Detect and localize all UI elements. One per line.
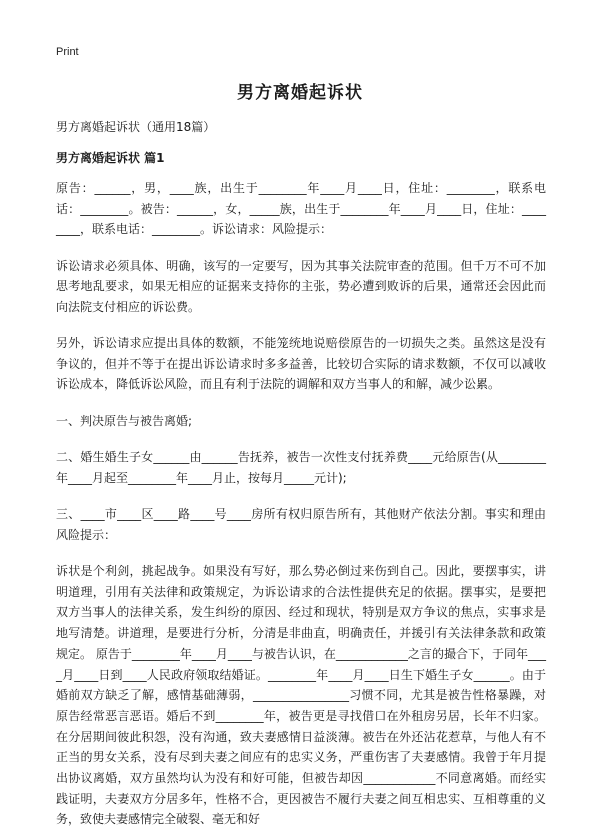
section-heading: 男方离婚起诉状 篇1 <box>56 151 165 165</box>
party-info-paragraph: 原告：______，男，____族，出生于________年____月____日，住址：________，联系电话：________。被告：______，女，_____族，出生于________年____月____日，住址：________，联系电话：________。诉讼请求：风险提示： <box>56 181 546 236</box>
claim-item-1: 一、判决原告与被告离婚; <box>56 413 193 428</box>
document-body <box>56 119 546 830</box>
claim-amount-paragraph: 另外，诉讼请求应提出具体的数额，不能笼统地说赔偿原告的一切损失之类。虽然这是没有争议的，但并不等于在提出诉讼请求时多多益善，比较切合实际的请求数额，不仅可以减收诉讼成本，降低诉讼风险，而且有利于法院的调解和双方当事人的和解，减少讼累。 <box>56 336 546 391</box>
claim-note-paragraph: 诉讼请求必须具体、明确，该写的一定要写，因为其事关法院审查的范围。但千万不可不加思考地乱要求，如果无相应的证据来支持你的主张，势必遭到败诉的后果，通常还会因此而向法院支付相应的诉讼费。 <box>56 258 546 314</box>
document-title: 男方离婚起诉状 <box>237 83 363 103</box>
claim-item-3: 三、____市____区____路____号____房所有权归原告所有，其他财产依法分割。事实和理由风险提示： <box>56 507 546 542</box>
facts-and-reasons-paragraph: 诉状是个利剑，挑起战争。如果没有写好，那么势必倒过来伤到自己。因此，要摆事实，讲明道理，引用有关法律和政策规定，为诉讼请求的合法性提供充足的依据。摆事实，是要把双方当事人的法律关系，发生纠纷的原因、经过和现状，特别是双方争议的焦点，实事求是地写清楚。讲道理，是要进行分析，分清是非曲直，明确责任，并援引有关法律条款和政策规定。 原告于________年____月____与被告认识，在____________之言的撮合下，于同年____月____日到____人民政府领取结婚证。________年____月____日生下婚生子女______。由于婚前双方缺乏了解，感情基础薄弱，________________习惯不同，尤其是被告性格暴躁，对原告经常恶言恶语。婚后不到________年，被告更是寻找借口在外租房另居，长年不归家。在分居期间彼此积怨，没有沟通，致夫妻感情日益淡薄。被告在外还沾花惹草，与他人有不正当的男女关系，没有尽到夫妻之间应有的忠实义务，严重伤害了夫妻感情。我曾于年月提出协议离婚，双方虽然均认为没有和好可能，但被告却因____________不同意离婚。而经实践证明，夫妻双方分居多年，性格不合，更因被告不履行夫妻之间互相忠实、互相尊重的义务，致使夫妻感情完全破裂、毫无和好 <box>56 564 546 827</box>
claim-item-2: 二、婚生婚生子女______由______告抚养，被告一次性支付抚养费____元给原告(从________年____月起至________年____月止，按每月_____元计); <box>56 450 546 485</box>
print-link[interactable]: Print <box>56 46 79 58</box>
document-subtitle: 男方离婚起诉状（通用18篇） <box>56 120 216 134</box>
